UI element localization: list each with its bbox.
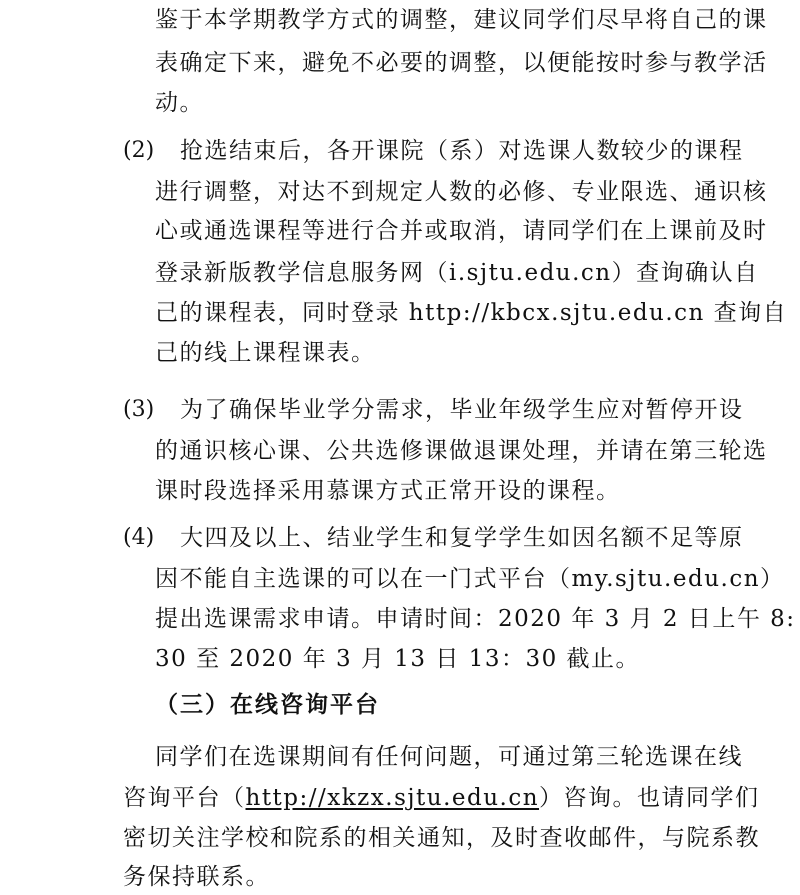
intro-line-1: 鉴于本学期教学方式的调整，建议同学们尽早将自己的课 [155,7,768,33]
item-3-line-2: 的通识核心课、公共选修课做退课处理，并请在第三轮选 [155,438,768,464]
intro-line-2: 表确定下来，避免不必要的调整，以便能按时参与教学活 [155,50,768,76]
item-3-line-3: 课时段选择采用慕课方式正常开设的课程。 [155,478,621,504]
item-4-line-4: 30 至 2020 年 3 月 13 日 13：30 截止。 [155,646,641,672]
section-3-line-3: 密切关注学校和院系的相关通知，及时查收邮件，与院系教 [123,825,760,851]
intro-line-3: 动。 [155,90,204,116]
item-4-line-1: 大四及以上、结业学生和复学学生如因名额不足等原 [180,525,744,551]
item-2-line-4: 登录新版教学信息服务网（i.sjtu.edu.cn）查询确认自 [155,260,759,286]
section-3-line-1: 同学们在选课期间有任何问题，可通过第三轮选课在线 [155,744,743,770]
section-3-heading: （三）在线咨询平台 [155,692,380,718]
item-2-line-6: 己的线上课程课表。 [155,340,376,366]
item-2-line-5: 己的课程表，同时登录 http://kbcx.sjtu.edu.cn 查询自 [155,300,788,326]
section-3-line-2-before: 咨询平台（ [123,785,246,811]
section-3-line-4: 务保持联系。 [123,864,270,890]
item-2-line-1: 抢选结束后，各开课院（系）对选课人数较少的课程 [180,138,744,164]
item-4-line-2: 因不能自主选课的可以在一门式平台（my.sjtu.edu.cn） [155,566,785,592]
section-3-line-2 [123,783,760,813]
section-3-line-2-after: ）咨询。也请同学们 [539,785,760,811]
item-3-marker: (3) [123,397,155,422]
consult-platform-link[interactable]: http://xkzx.sjtu.edu.cn [245,785,540,811]
item-2-line-2: 进行调整，对达不到规定人数的必修、专业限选、通识核 [155,179,768,205]
item-4-marker: (4) [123,525,155,550]
item-4-line-3: 提出选课需求申请。申请时间：2020 年 3 月 2 日上午 8: [155,606,796,632]
item-2-line-3: 心或通选课程等进行合并或取消，请同学们在上课前及时 [155,218,768,244]
item-2-marker: (2) [123,138,155,163]
item-3-line-1: 为了确保毕业学分需求，毕业年级学生应对暂停开设 [180,397,744,423]
